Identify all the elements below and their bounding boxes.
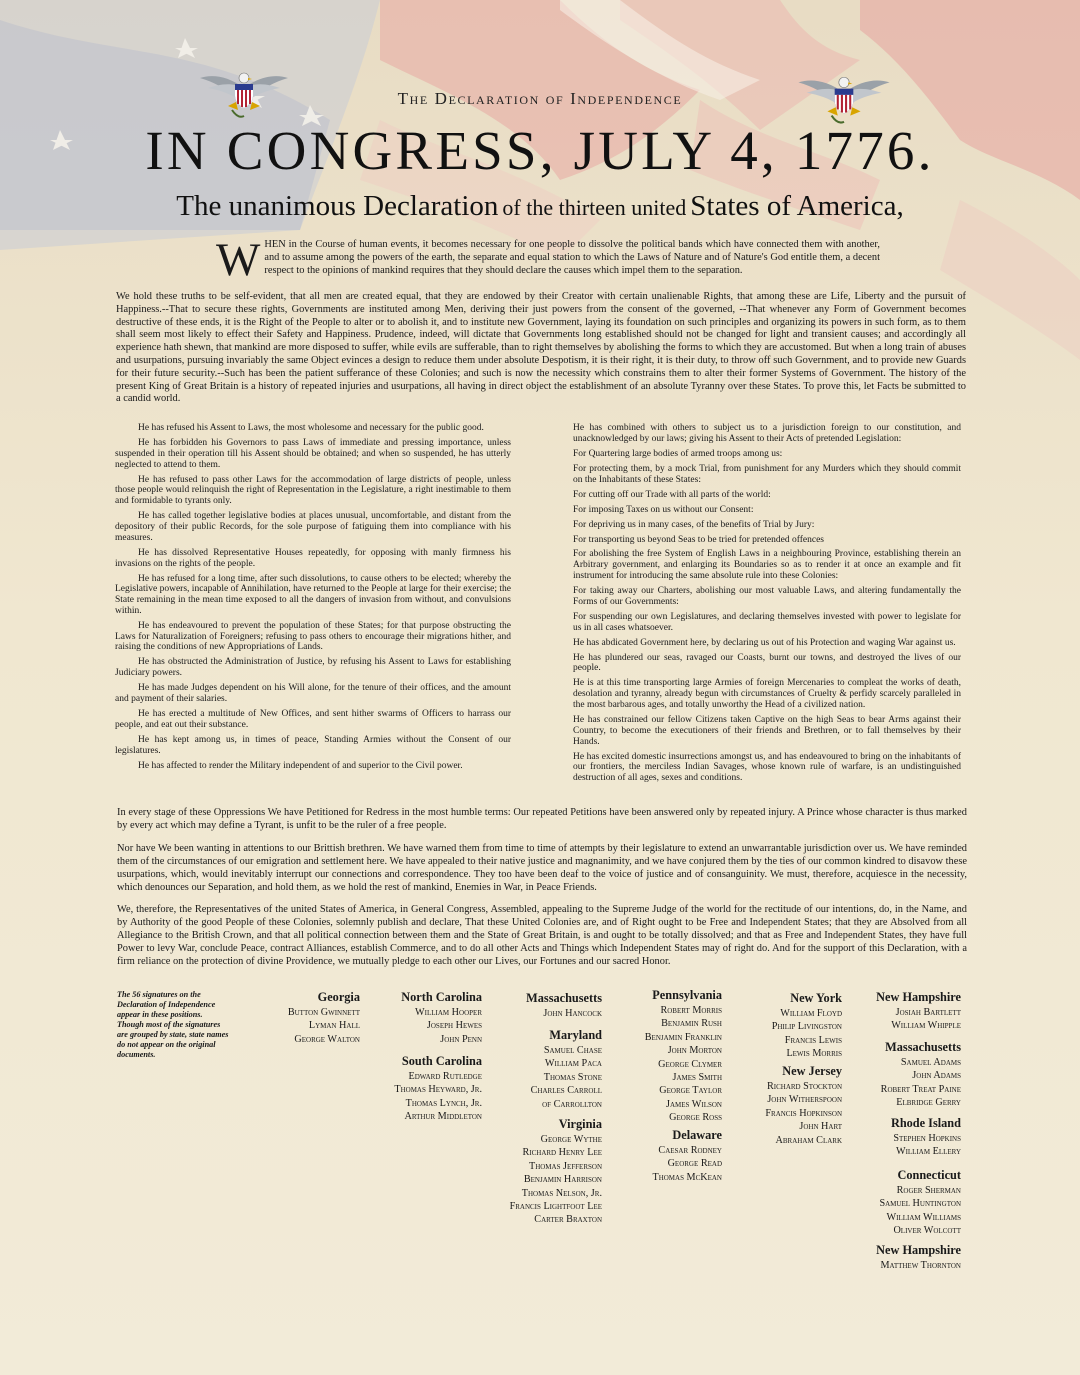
grievance-item: He has refused for a long time, after such dissolutions, to cause others to be elected; whereby the Legislative powers, incapable of Annihilation, have returned to the People at large for their exercise; the State remaining in the mean time exposed to all the dangers of invasion from without, and convulsions within. [115,573,511,616]
signer-name: Caesar Rodney [658,1145,722,1156]
signer-name: Samuel Chase [543,1045,602,1056]
grievance-item: He has plundered our seas, ravaged our Coasts, burnt our towns, and destroyed the lives of our people. [573,652,961,674]
signature-state-name: New Hampshire [876,1243,961,1257]
signature-state-name: Rhode Island [890,1116,961,1130]
eagle-shield-icon [198,66,290,122]
preamble-paragraph [216,234,880,286]
signer-name: Stephen Hopkins [893,1133,961,1144]
signature-state-name: North Carolina [401,990,482,1004]
signature-state-name: South Carolina [401,1054,482,1068]
signature-group [876,1243,961,1272]
signature-state-name: Massachusetts [526,991,602,1005]
signer-name: John Adams [912,1070,961,1082]
signer-name: Thomas Lynch, Jr. [405,1097,482,1109]
grievance-item: For Quartering large bodies of armed troops among us: [573,448,783,459]
signer-name: George Wythe [540,1134,602,1145]
signer-name: Thomas Heyward, Jr. [394,1084,482,1096]
signer-name: Roger Sherman [896,1185,961,1196]
signature-state-name: Connecticut [897,1168,961,1182]
grievance-item: He has constrained our fellow Citizens taken Captive on the high Seas to bear Arms against their Country, to become the executioners of their friends and Brethren, or to fall themselves by their Hands. [573,714,961,747]
closing-paragraphs [117,806,967,978]
drop-cap: W [216,234,261,286]
signature-group [876,990,961,1033]
signer-name: John Hancock [543,1008,602,1019]
line3-part-a: The unanimous Declaration [176,190,499,222]
signer-name: Francis Hopkinson [765,1107,842,1119]
signer-name: Robert Morris [660,1005,722,1016]
grievance-item: For protecting them, by a mock Trial, from punishment for any Murders which they should commit on the Inhabitants of these States: [573,463,961,485]
grievance-item: He has called together legislative bodies at places unusual, uncomfortable, and distant from the depository of their public Records, for the sole purpose of fatiguing them into compliance with his measures. [115,511,511,543]
signer-name: John Witherspoon [767,1094,842,1106]
unanimous-declaration-line [0,190,1080,223]
signature-group [772,991,842,1061]
signer-name: Lewis Morris [786,1048,842,1060]
signature-state-name: Massachusetts [885,1040,961,1054]
signature-state-name: Georgia [317,990,360,1004]
closing-paragraph: In every stage of these Oppressions We have Petitioned for Redress in the most humble terms: Our repeated Petitions have been answered only by repeated injury. A Prince whose character is thus marked by every act which may define a Tyrant, is unfit to be the ruler of a free people. [117,807,967,831]
grievance-item: For imposing Taxes on us without our Consent: [573,504,754,515]
signer-name: Robert Treat Paine [880,1083,961,1095]
grievance-item: He has dissolved Representative Houses repeatedly, for opposing with manly firmness his invasions on the rights of the people. [115,547,511,569]
signer-name: William Hooper [415,1007,482,1018]
signer-name: Thomas McKean [652,1171,722,1183]
signer-name: Thomas Nelson, Jr. [521,1187,602,1199]
grievance-item: He has excited domestic insurrections amongst us, and has endeavoured to bring on the inhabitants of our frontiers, the merciless Indian Savages, whose known rule of warfare, is an undistinguished destruction of all ages, sexes and conditions. [573,751,961,784]
grievance-item: For depriving us in many cases, of the benefits of Trial by Jury: [573,519,815,530]
grievance-item: He has erected a multitude of New Offices, and sent hither swarms of Officers to harrass our people, and eat out their substance. [115,709,511,730]
signer-name: Matthew Thornton [880,1260,961,1271]
signer-name: Lyman Hall [308,1020,360,1032]
document-headline: IN CONGRESS, JULY 4, 1776. [145,120,935,181]
signature-state-name: Maryland [549,1028,602,1042]
signer-name: Philip Livingston [771,1021,842,1033]
grievances-right-column [573,423,961,788]
signature-group [510,1117,602,1227]
signer-name: John Penn [440,1033,482,1045]
grievance-item: For cutting off our Trade with all parts of the world: [573,489,771,500]
signer-name: Oliver Wolcott [893,1225,961,1237]
signer-name: John Hart [799,1121,842,1133]
signer-name: Carter Braxton [534,1214,602,1226]
line3-part-c: States of America, [690,190,904,222]
signer-name: Joseph Hewes [426,1020,482,1032]
signer-name: William Ellery [895,1146,961,1158]
signer-name: William Floyd [780,1008,842,1019]
grievance-item: He has obstructed the Administration of Justice, by refusing his Assent to Laws for establishing Judiciary powers. [115,657,511,679]
signature-group [401,990,482,1046]
signature-group [526,991,602,1020]
signature-group [652,1128,722,1184]
grievance-item: He has endeavoured to prevent the population of these States; for that purpose obstructing the Laws for Naturalization of Foreigners; refusing to pass others to encourage their migrations hither, and raising the conditions of new Appropriations of Lands. [115,620,511,653]
signature-group [881,1040,961,1110]
closing-paragraph: We, therefore, the Representatives of the united States of America, in General Congress, Assembled, appealing to the Supreme Judge of the world for the rectitude of our intentions, do, in the Name, and by Authority of the good People of these Colonies, solemnly publish and declare, That these United Colonies are, and of Right ought to be Free and Independent States; that they are Absolved from all Allegiance to the British Crown, and that all political connection between them and the State of Great Britain, is and ought to be totally dissolved; and that as Free and Independent States, they have full Power to levy War, conclude Peace, contract Alliances, establish Commerce, and to do all other Acts and Things which Independent States may of right do. And for the support of this Declaration, with a firm reliance on the protection of divine Providence, we mutually pledge to each other our Lives, our Fortunes and our sacred Honor. [117,904,967,967]
signature-group [531,1028,602,1111]
grievance-item: He has abdicated Government here, by declaring us out of his Protection and waging War against us. [573,637,956,648]
grievance-item: He has refused to pass other Laws for the accommodation of large districts of people, unless those people would relinquish the right of Representation in the Legislature, a right inestimable to them and formidable to tyrants only. [115,474,511,507]
signer-name: Edward Rutledge [408,1071,482,1082]
grievance-item: He has combined with others to subject us to a jurisdiction foreign to our constitution, and unacknowledged by our laws; giving his Assent to their Acts of pretended Legislation: [573,423,961,444]
signer-name: Button Gwinnett [287,1007,360,1018]
self-evident-truths-paragraph: We hold these truths to be self-evident, that all men are created equal, that they are endowed by their Creator with certain unalienable Rights, that among these are Life, Liberty and the pursuit of Happiness.--That to secure these rights, Governments are instituted among Men, deriving their just powers from the consent of the governed, --That whenever any Form of Government becomes destructive of these ends, it is the Right of the People to alter or to abolish it, and to institute new Government, laying its foundation on such principles and organizing its powers in such form, as to them shall seem most likely to effect their Safety and Happiness. Prudence, indeed, will dictate that Governments long established should not be changed for light and transient causes; and accordingly all experience hath shewn, that mankind are more disposed to suffer, while evils are sufferable, than to right themselves by abolishing the forms to which they are accustomed. But when a long train of abuses and usurpations, pursuing invariably the same Object evinces a design to reduce them under absolute Despotism, it is their right, it is their duty, to throw off such Government, and to provide new Guards for their future security.--Such has been the patient sufferance of these Colonies; and such is now the necessity which constrains them to alter their former Systems of Government. The history of the present King of Great Britain is a history of repeated injuries and usurpations, all having in direct object the establishment of an absolute Tyranny over these States. To prove this, let Facts be submitted to a candid world. [116,291,966,405]
signature-state-name: New Hampshire [876,990,961,1004]
signer-name: George Taylor [659,1085,722,1097]
signer-name: of Carrollton [542,1098,602,1110]
grievance-item: He is at this time transporting large Armies of foreign Mercenaries to compleat the works of death, desolation and tyranny, already begun with circumstances of Cruelty & perfidy scarcely paralleled in the most barbarous ages, and totally unworthy the Head of a civilized nation. [573,678,961,710]
signer-name: Francis Lightfoot Lee [509,1201,602,1213]
signer-name: Samuel Adams [900,1057,961,1068]
signer-name: John Morton [667,1045,722,1057]
signer-name: George Clymer [658,1058,722,1070]
signer-name: Samuel Huntington [879,1198,961,1210]
signer-name: William Paca [544,1058,602,1070]
grievance-item: For transporting us beyond Seas to be tried for pretended offences [573,534,824,545]
signer-name: George Walton [294,1033,360,1045]
signer-name: Richard Stockton [766,1081,842,1092]
preamble-text: HEN in the Course of human events, it becomes necessary for one people to dissolve the political bands which have connected them with another, and to assume among the powers of the earth, the separate and equal station to which the Laws of Nature and of Nature's God entitle them, a decent respect to the opinions of mankind requires that they should declare the causes which impel them to the separation. [264,239,880,276]
grievance-item: For taking away our Charters, abolishing our most valuable Laws, and altering fundamentally the Forms of our Governments: [573,586,961,607]
signer-name: Josiah Bartlett [895,1007,961,1018]
signer-name: Benjamin Rush [661,1018,722,1030]
grievance-item: He has made Judges dependent on his Will alone, for the tenure of their offices, and the amount and payment of their salaries. [115,683,511,705]
signature-state-name: New Jersey [782,1064,842,1078]
signer-name: William Whipple [891,1020,961,1032]
signer-name: James Wilson [665,1098,722,1110]
signature-group [394,1054,482,1124]
signer-name: Charles Carroll [530,1085,602,1097]
signature-group [765,1064,842,1147]
signature-state-name: Pennsylvania [652,988,722,1002]
line3-part-b: of the thirteen united [502,195,687,220]
grievance-item: He has affected to render the Military independent of and superior to the Civil power. [138,760,463,771]
signer-name: William Williams [886,1211,961,1223]
document-subtitle: The Declaration of Independence [397,89,683,108]
signature-state-name: Virginia [558,1117,602,1131]
signature-group [645,988,722,1125]
grievance-item: He has forbidden his Governors to pass Laws of immediate and pressing importance, unless suspended in their operation till his Assent should be obtained; and when so suspended, he has utterly neglected to attend to them. [115,437,511,470]
signature-note: The 56 signatures on the Declaration of Independence appear in these positions. Though most of the signatures are grouped by state, state names do not appear on the original documents. [117,990,229,1059]
signer-name: James Smith [672,1072,722,1084]
closing-paragraph: Nor have We been wanting in attentions to our Brittish brethren. We have warned them from time to time of attempts by their legislature to extend an unwarrantable jurisdiction over us. We have reminded them of the circumstances of our emigration and settlement here. We have appealed to their native justice and magnanimity, and we have conjured them by the ties of our common kindred to disavow these usurpations, which, would inevitably interrupt our connections and correspondence. They too have been deaf to the voice of justice and of consanguinity. We must, therefore, acquiesce in the necessity, which denounces our Separation, and hold them, as we hold the rest of mankind, Enemies in War, in Peace Friends. [117,842,967,893]
eagle-shield-icon [792,70,896,128]
signature-state-name: New York [790,991,842,1005]
signer-name: Arthur Middleton [404,1111,482,1123]
signer-name: Elbridge Gerry [896,1097,961,1109]
signer-name: Francis Lewis [784,1034,842,1046]
grievance-item: For abolishing the free System of English Laws in a neighbouring Province, establishing therein an Arbitrary government, and enlarging its Boundaries so as to render it at once an example and fit instrument for introducing the same absolute rule into these Colonies: [573,549,961,582]
signer-name: Richard Henry Lee [522,1147,602,1159]
grievance-item: For suspending our own Legislatures, and declaring themselves invested with power to legislate for us in all cases whatsoever. [573,611,961,633]
signer-name: Benjamin Franklin [644,1031,722,1043]
signature-group [879,1168,961,1238]
signer-name: Thomas Stone [543,1071,602,1083]
grievance-item: He has kept among us, in times of peace, Standing Armies without the Consent of our legislatures. [115,734,511,756]
signer-name: Benjamin Harrison [523,1174,602,1186]
signer-name: Thomas Jefferson [528,1160,602,1172]
signature-group [891,1116,961,1159]
grievances-left-column [115,423,511,776]
signature-group [288,990,360,1046]
grievance-item: He has refused his Assent to Laws, the most wholesome and necessary for the public good. [138,423,484,433]
signature-state-name: Delaware [672,1128,722,1142]
signer-name: Abraham Clark [775,1134,842,1146]
signer-name: George Ross [669,1112,722,1124]
signer-name: George Read [667,1158,722,1170]
